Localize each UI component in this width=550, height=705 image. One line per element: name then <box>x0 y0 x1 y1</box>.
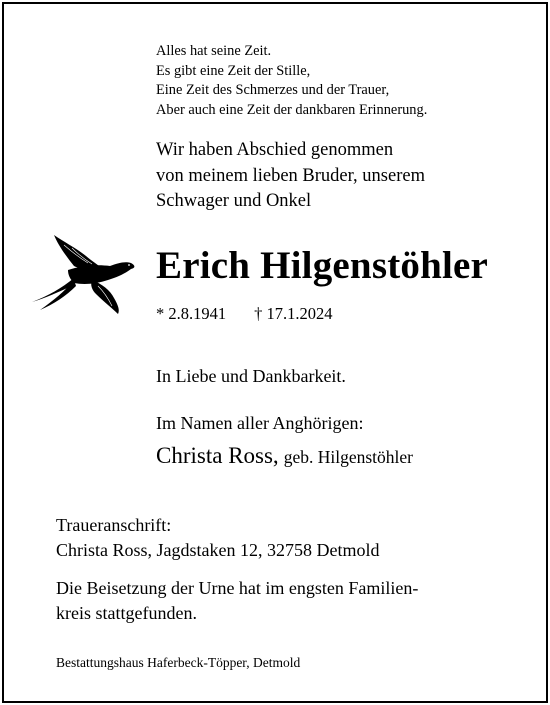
signer-name: Christa Ross, <box>156 443 279 468</box>
poem-line: Es gibt eine Zeit der Stille, <box>156 62 311 79</box>
intro-text <box>156 138 425 215</box>
notice-frame <box>2 2 548 703</box>
intro-line: Wir haben Abschied genommen <box>156 140 394 160</box>
signer-maiden-name: geb. Hilgenstöhler <box>283 447 413 467</box>
burial-line: Die Beisetzung der Urne hat im engsten Familien- <box>56 578 419 598</box>
birth-date: * 2.8.1941 <box>156 304 227 323</box>
intro-line: Schwager und Onkel <box>156 191 312 211</box>
deceased-name: Erich Hilgenstöhler <box>156 244 489 287</box>
intro-line: von meinem lieben Bruder, unserem <box>156 165 425 186</box>
poem-line: Aber auch eine Zeit der dankbaren Erinnerung. <box>156 101 428 118</box>
address-line: Christa Ross, Jagdstaken 12, 32758 Detmold <box>56 540 380 560</box>
death-date: † 17.1.2024 <box>254 304 333 323</box>
burial-note <box>56 576 418 626</box>
mourning-address <box>56 513 379 563</box>
poem-line: Eine Zeit des Schmerzes und der Trauer, <box>156 82 390 98</box>
address-label: Traueranschrift: <box>56 515 172 535</box>
love-line: In Liebe und Dankbarkeit. <box>156 366 346 386</box>
poem-line: Alles hat seine Zeit. <box>156 43 272 59</box>
burial-line: kreis stattgefunden. <box>56 603 197 623</box>
swallow-icon <box>28 230 138 314</box>
life-dates <box>156 303 333 325</box>
on-behalf-line: Im Namen aller Anghörigen: <box>156 413 364 433</box>
signer <box>156 440 413 475</box>
funeral-home: Bestattungshaus Haferbeck-Töpper, Detmold <box>56 655 301 670</box>
poem <box>156 42 427 120</box>
